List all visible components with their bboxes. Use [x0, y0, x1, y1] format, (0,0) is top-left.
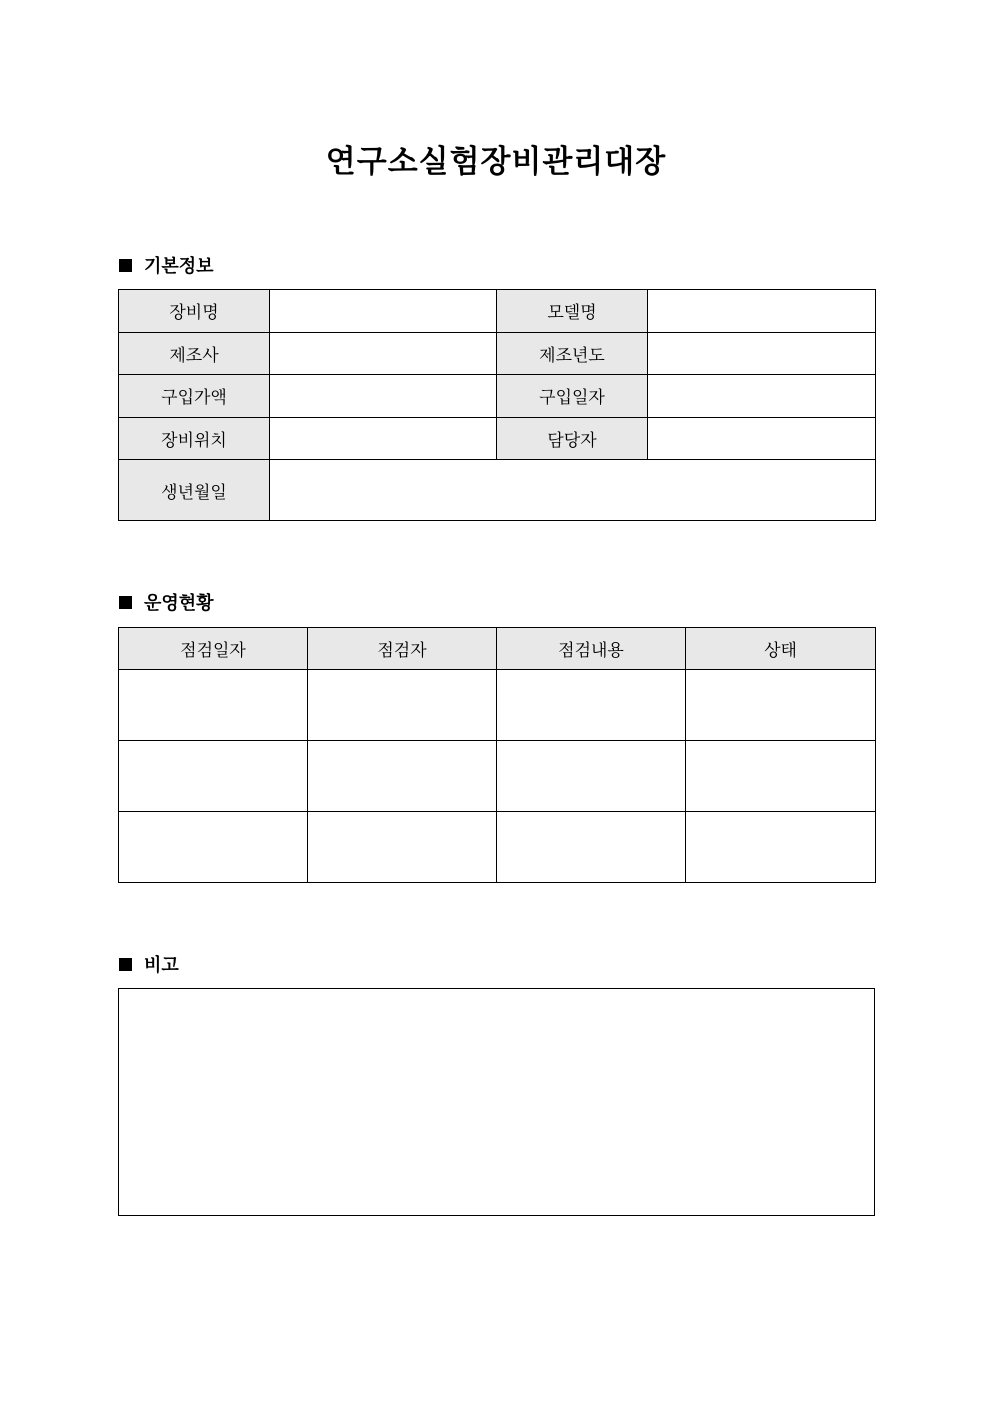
table-header-row — [119, 628, 876, 670]
column-header: 상태 — [686, 628, 876, 670]
table-cell[interactable] — [308, 741, 497, 812]
table-row — [119, 375, 876, 418]
field-value[interactable] — [648, 417, 876, 460]
field-label: 제조년도 — [497, 332, 648, 375]
field-label: 장비위치 — [119, 417, 270, 460]
column-header: 점검내용 — [497, 628, 686, 670]
table-row — [119, 670, 876, 741]
field-value[interactable] — [648, 375, 876, 418]
table-row — [119, 460, 876, 521]
document-title: 연구소실험장비관리대장 — [325, 144, 667, 180]
table-cell[interactable] — [119, 741, 308, 812]
table-row — [119, 332, 876, 375]
field-value[interactable] — [270, 375, 497, 418]
section-heading-label: 운영현황 — [144, 593, 214, 614]
field-value[interactable] — [648, 290, 876, 333]
field-value[interactable] — [270, 460, 876, 521]
table-row — [119, 290, 876, 333]
table-cell[interactable] — [686, 670, 876, 741]
operations-table — [118, 627, 876, 883]
table-cell[interactable] — [308, 812, 497, 883]
field-label: 구입가액 — [119, 375, 270, 418]
field-value[interactable] — [270, 417, 497, 460]
section-heading-label: 기본정보 — [144, 256, 214, 277]
table-cell[interactable] — [119, 670, 308, 741]
table-cell[interactable] — [686, 741, 876, 812]
field-label: 장비명 — [119, 290, 270, 333]
section-heading-remarks — [119, 953, 179, 975]
section-heading-label: 비고 — [144, 955, 179, 976]
field-value[interactable] — [270, 332, 497, 375]
field-value[interactable] — [648, 332, 876, 375]
section-heading-basic — [119, 254, 214, 276]
table-row — [119, 741, 876, 812]
table-cell[interactable] — [119, 812, 308, 883]
square-bullet-icon — [119, 596, 132, 609]
field-value[interactable] — [270, 290, 497, 333]
table-cell[interactable] — [497, 741, 686, 812]
field-label: 제조사 — [119, 332, 270, 375]
basic-info-table — [118, 289, 876, 521]
square-bullet-icon — [119, 259, 132, 272]
remarks-box[interactable] — [118, 988, 875, 1216]
table-row — [119, 812, 876, 883]
field-label: 생년월일 — [119, 460, 270, 521]
column-header: 점검자 — [308, 628, 497, 670]
field-label: 담당자 — [497, 417, 648, 460]
section-heading-operations — [119, 591, 214, 613]
field-label: 모델명 — [497, 290, 648, 333]
table-row — [119, 417, 876, 460]
field-label: 구입일자 — [497, 375, 648, 418]
square-bullet-icon — [119, 958, 132, 971]
table-cell[interactable] — [308, 670, 497, 741]
table-cell[interactable] — [497, 812, 686, 883]
column-header: 점검일자 — [119, 628, 308, 670]
table-cell[interactable] — [497, 670, 686, 741]
table-cell[interactable] — [686, 812, 876, 883]
